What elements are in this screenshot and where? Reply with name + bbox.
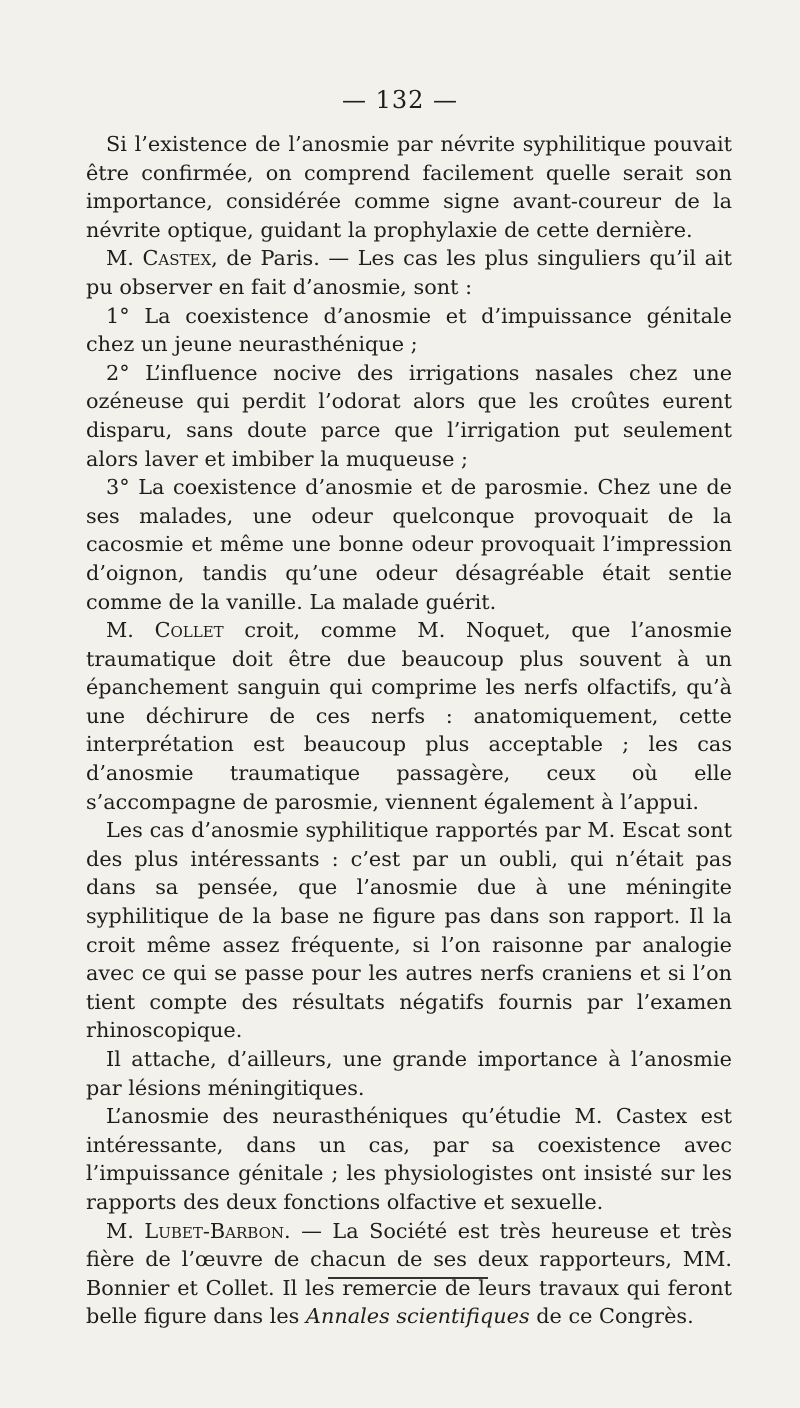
speaker-name: M. Lubet-Barbon <box>106 1218 285 1243</box>
paragraph: Il attache, d’ailleurs, une grande importance à l’anosmie par lésions méningitiques. <box>86 1047 732 1100</box>
end-rule <box>328 1277 488 1279</box>
paragraph: Les cas d’anosmie syphilitique rapportés par M. Escat sont des plus intéressants : c’est par un oubli, qui n’était pas dans sa pensée, que l’anosmie due à une méningite syphilitique de la base ne figure pas dans son rapport. Il la croit même assez fréquente, si l’on raisonne par analogie avec ce qui se passe pour les autres nerfs craniens et si l’on tient compte des résultats négatifs fournis par l’examen rhinoscopique. <box>86 818 732 1043</box>
paragraph: L’anosmie des neurasthéniques qu’étudie M. Castex est intéressante, dans un cas, par sa coexistence avec l’impuissance génitale ; les physiologistes ont insisté sur les rapports des deux fonctions olfactive et sexuelle. <box>86 1104 732 1214</box>
paragraph <box>86 244 732 301</box>
journal-title: Annales scientifiques <box>305 1304 530 1329</box>
list-item: 2° L’influence nocive des irrigations nasales chez une ozéneuse qui perdit l’odorat alors que les croûtes eurent disparu, sans doute parce que l’irrigation put seulement alors laver et imbiber la muqueuse ; <box>86 360 732 471</box>
paragraph-text: de ce Congrès. <box>529 1304 694 1329</box>
list-item: 1° La coexistence d’anosmie et d’impuissance génitale chez un jeune neurasthénique ; <box>86 303 732 357</box>
list-item: 3° La coexistence d’anosmie et de parosmie. Chez une de ses malades, une odeur quelconque provoquait de la cacosmie et même une bonne odeur provoquait l’impression d’oignon, tandis qu’une odeur désagréable était sentie comme de la vanille. La malade guérit. <box>86 475 732 614</box>
paragraph-text: . — La Société est très heureuse et très fière de l’œuvre de chacun de ses deux rapporteurs, MM. Bonnier et Collet. Il les remercie de leurs travaux qui feront belle figure dans les <box>86 1218 733 1329</box>
body-text <box>86 130 732 1331</box>
paragraph: Si l’existence de l’anosmie par névrite syphilitique pouvait être confirmée, on comprend facilement quelle serait son importance, considérée comme signe avant-coureur de la névrite optique, guidant la prophylaxie de cette dernière. <box>86 132 732 242</box>
paragraph <box>86 1217 732 1331</box>
speaker-name: M. Collet <box>106 618 224 643</box>
paragraph <box>86 616 732 816</box>
paragraph-text: croit, comme M. Noquet, que l’anosmie traumatique doit être due beaucoup plus souvent à un épanchement sanguin qui comprime les nerfs olfactifs, qu’à une déchirure de ces nerfs : anatomiquement, cette interprétation est beaucoup plus acceptable ; les cas d’anosmie traumatique passagère, ceux où elle s’accompagne de parosmie, viennent également à l’appui. <box>86 618 733 814</box>
speaker-name: M. Castex <box>106 246 212 271</box>
page-number: — 132 — <box>341 86 459 114</box>
paragraph-text: , de Paris. — Les cas les plus singuliers qu’il ait pu observer en fait d’anosmie, sont : <box>86 246 732 299</box>
